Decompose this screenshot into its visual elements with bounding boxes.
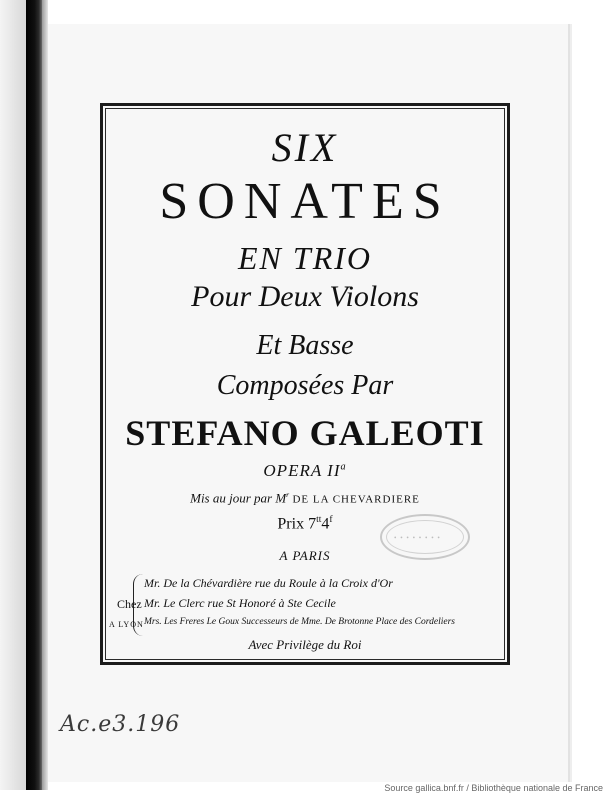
publisher-prefix: Mis au jour par M xyxy=(190,490,287,506)
composer-name: STEFANO GALEOTI xyxy=(125,413,485,453)
publisher-name: DE LA CHEVARDIERE xyxy=(292,493,420,506)
adjacent-page-edge xyxy=(0,0,26,790)
opus-label: OPERA II xyxy=(263,461,341,480)
imprint-address-1: Mr. De la Chévardière rue du Roule à la Croix d'Or xyxy=(144,576,393,590)
book-spine-shadow xyxy=(26,0,42,790)
publisher-line xyxy=(105,490,505,506)
imprint-address-3: Mrs. Les Freres Le Goux Successeurs de Mme. De Brotonne Place des Cordeliers xyxy=(144,617,455,627)
title-line-six: SIX xyxy=(271,125,339,170)
opus-superscript: a xyxy=(340,461,347,473)
publisher-prefix-sup: r xyxy=(286,490,290,499)
library-stamp-text: • • • • • • • • xyxy=(394,534,441,542)
call-number: Ac.e3.196 xyxy=(60,712,181,737)
source-credit: Source gallica.bnf.fr / Bibliothèque nationale de France xyxy=(384,783,603,793)
royal-privilege: Avec Privilège du Roi xyxy=(248,637,362,652)
title-line-instrumentation: Pour Deux Violons xyxy=(191,280,419,313)
title-line-sonates: SONATES xyxy=(159,173,451,230)
imprint-city: A PARIS xyxy=(279,548,331,563)
title-line-en-trio: EN TRIO xyxy=(238,240,372,276)
price-tail-sup: f xyxy=(329,514,333,525)
imprint-lyon: A LYON xyxy=(109,620,144,629)
opus-number xyxy=(105,461,505,481)
title-line-composed-by: Composées Par xyxy=(216,370,394,401)
imprint-address-2: Mr. Le Clerc rue St Honoré à Ste Cecile xyxy=(144,596,336,610)
price-label: Prix 7 xyxy=(277,515,317,533)
imprint-chez: Chez xyxy=(117,597,142,611)
price-unit-sup: tt xyxy=(316,514,322,525)
price-tail: 4 xyxy=(321,515,330,533)
title-line-basse: Et Basse xyxy=(256,330,354,361)
